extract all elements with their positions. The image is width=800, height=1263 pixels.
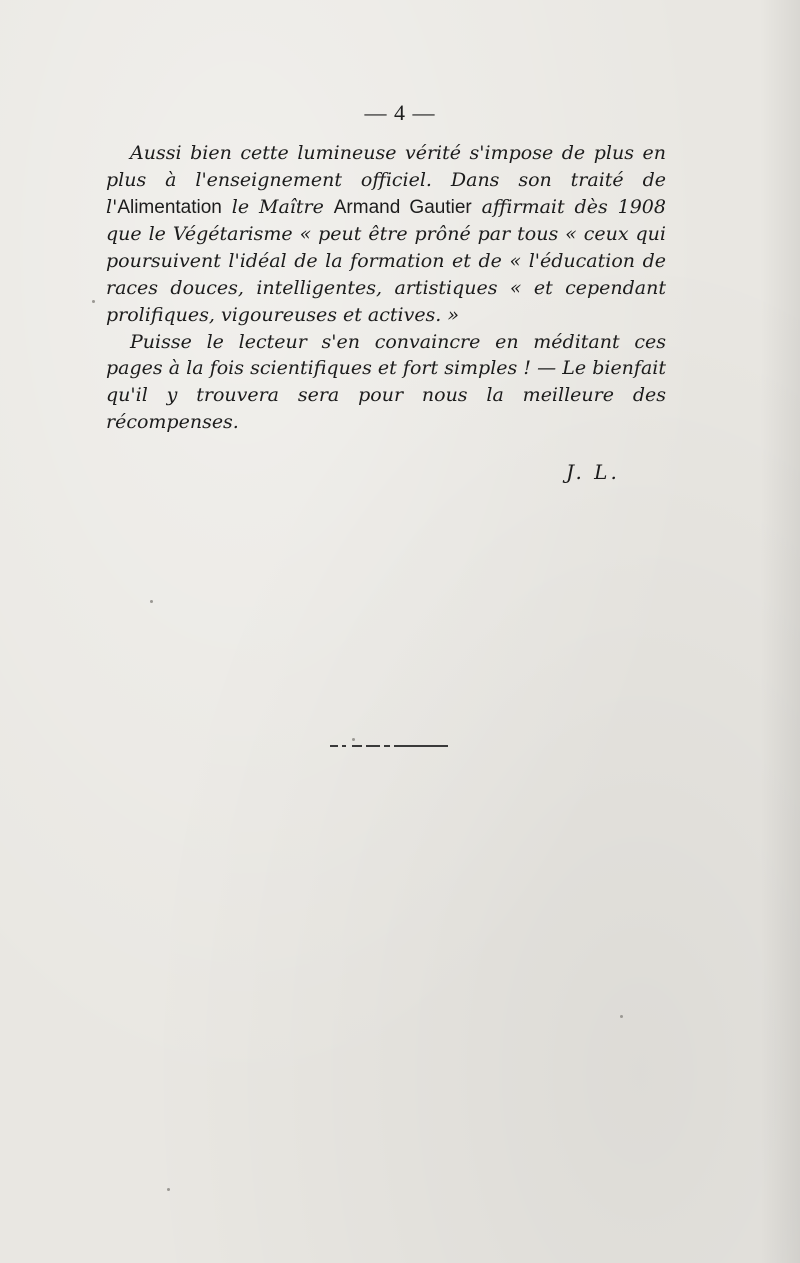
paragraph-1-space-2 xyxy=(472,196,482,218)
paper-speck xyxy=(167,1188,170,1191)
paper-speck xyxy=(620,1015,623,1018)
signature-initials: J. L. xyxy=(566,460,620,484)
paragraph-2: Puisse le lecteur s'en convaincre en méditant ces pages à la fois scientifiques et fort simples ! — Le bienfait qu'il y trouvera sera pour nous la meilleure des récompenses. xyxy=(106,330,666,433)
paragraph-1-text-b: le xyxy=(221,195,260,218)
paper-speck xyxy=(352,738,355,741)
paragraph-1-author-name: Armand Gautier xyxy=(333,196,472,218)
paragraph-1-text-a: Aussi bien cette lumineuse vérité s'impose de plus en plus à l'enseignement officiel. Dans son traité de l' xyxy=(106,142,666,218)
paragraph-1-maitre: Maître xyxy=(259,195,324,218)
paper-speck xyxy=(150,600,153,603)
paragraph-1 xyxy=(106,140,666,329)
end-ornament-rule xyxy=(330,745,448,748)
body-text xyxy=(106,140,666,436)
paragraph-1-text-c: affirmait dès 1908 que le Végétarisme « peut être prôné par tous « ceux qui poursuivent l'idéal de la formation et de « l'éducation de races douces, intelligentes, artistiques « et cependant prolifiques, vigoureuses et actives. » xyxy=(106,195,666,326)
page-number: — 4 — xyxy=(364,100,436,125)
paragraph-1-space xyxy=(324,196,334,218)
paragraph-1-alimentation: Alimentation xyxy=(117,196,222,218)
paper-speck xyxy=(92,300,95,303)
